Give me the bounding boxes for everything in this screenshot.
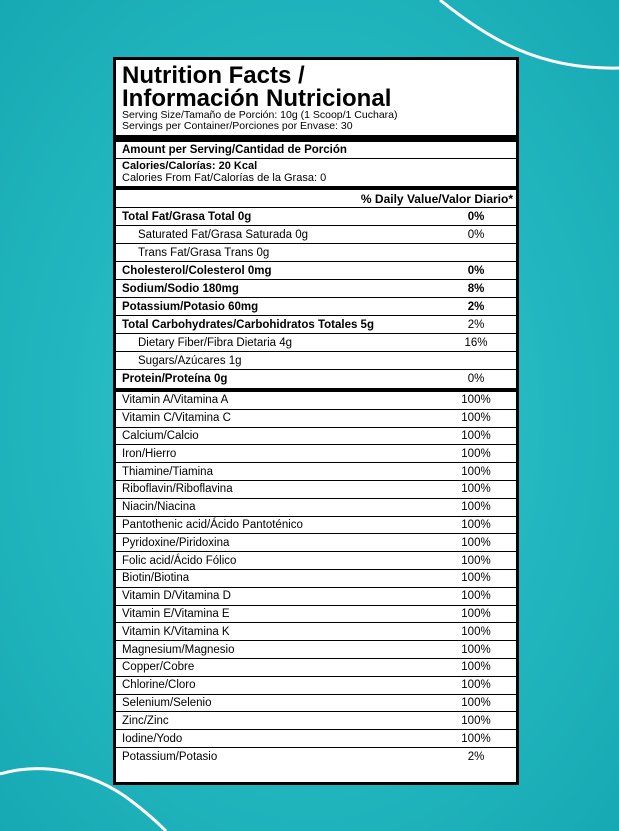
nutrition-facts-label (113, 57, 519, 785)
nutrient-row (116, 352, 516, 370)
vitamin-row (116, 730, 516, 748)
vitamin-name: Iodine/Yodo (122, 732, 183, 745)
vitamin-dv: 100% (461, 696, 491, 709)
nutrient-name: Total Fat/Grasa Total 0g (122, 210, 252, 223)
vitamin-row (116, 499, 516, 517)
nutrient-row (116, 244, 516, 262)
nutrient-name: Potassium/Potasio 60mg (122, 300, 259, 313)
divider-thick (116, 135, 516, 142)
vitamin-row (116, 659, 516, 677)
vitamin-name: Vitamin E/Vitamina E (122, 607, 230, 620)
vitamin-name: Potassium/Potasio (122, 750, 218, 763)
vitamin-name: Vitamin C/Vitamina C (122, 412, 231, 425)
nutrient-dv: 0% (467, 264, 485, 277)
vitamin-name: Iron/Hierro (122, 447, 177, 460)
vitamin-dv: 100% (461, 679, 491, 692)
vitamin-row (116, 588, 516, 606)
nutrient-name: Protein/Proteína 0g (122, 373, 228, 385)
vitamin-name: Calcium/Calcio (122, 429, 199, 442)
vitamin-dv: 100% (461, 412, 491, 425)
nutrient-name: Cholesterol/Colesterol 0mg (122, 264, 272, 277)
vitamin-row (116, 623, 516, 641)
vitamin-name: Thiamine/Tiamina (122, 465, 213, 478)
vitamin-row (116, 748, 516, 766)
vitamin-name: Magnesium/Magnesio (122, 643, 235, 656)
vitamin-row (116, 517, 516, 535)
calories: Calories/Calorías: 20 Kcal (122, 160, 258, 172)
title-line-2: Información Nutricional (122, 85, 392, 112)
nutrient-list (116, 208, 516, 388)
vitamin-row (116, 445, 516, 463)
vitamin-row (116, 570, 516, 588)
nutrient-row (116, 208, 516, 226)
nutrient-dv: 0% (467, 228, 485, 241)
vitamin-dv: 100% (461, 447, 491, 460)
vitamin-name: Copper/Cobre (122, 661, 195, 674)
vitamin-dv: 100% (461, 554, 491, 567)
label-title (116, 60, 516, 110)
vitamin-row (116, 641, 516, 659)
vitamin-name: Pyridoxine/Piridoxina (122, 536, 230, 549)
vitamin-dv: 2% (467, 750, 485, 763)
vitamin-dv: 100% (461, 501, 491, 514)
vitamin-dv: 100% (461, 643, 491, 656)
calories-from-fat: Calories From Fat/Calorías de la Grasa: 0 (122, 172, 327, 184)
vitamin-dv: 100% (461, 394, 491, 407)
vitamin-dv: 100% (461, 465, 491, 478)
vitamin-dv: 100% (461, 518, 491, 531)
vitamin-name: Folic acid/Ácido Fólico (122, 554, 237, 567)
vitamin-name: Vitamin K/Vitamina K (122, 625, 230, 638)
nutrient-dv: 2% (467, 318, 485, 331)
vitamin-name: Selenium/Selenio (122, 696, 212, 709)
nutrient-row (116, 280, 516, 298)
vitamin-row (116, 712, 516, 730)
vitamin-row (116, 552, 516, 570)
vitamin-row (116, 463, 516, 481)
vitamin-dv: 100% (461, 625, 491, 638)
vitamin-dv: 100% (461, 732, 491, 745)
vitamin-name: Riboflavin/Riboflavina (122, 483, 233, 496)
vitamin-dv: 100% (461, 572, 491, 585)
vitamin-row (116, 410, 516, 428)
vitamin-name: Vitamin D/Vitamina D (122, 590, 231, 603)
vitamin-dv: 100% (461, 483, 491, 496)
nutrient-name: Sugars/Azúcares 1g (138, 354, 242, 367)
amount-per-serving: Amount per Serving/Cantidad de Porción (116, 142, 516, 159)
nutrient-row (116, 298, 516, 316)
nutrient-name: Sodium/Sodio 180mg (122, 282, 239, 295)
nutrient-dv: 16% (464, 336, 488, 349)
nutrient-name: Saturated Fat/Grasa Saturada 0g (138, 228, 309, 241)
nutrient-row (116, 370, 516, 388)
vitamin-row (116, 428, 516, 446)
vitamin-dv: 100% (461, 714, 491, 727)
nutrient-name: Total Carbohydrates/Carbohidratos Totales 5g (122, 318, 374, 331)
vitamin-dv: 100% (461, 607, 491, 620)
vitamin-dv: 100% (461, 536, 491, 549)
vitamin-name: Zinc/Zinc (122, 714, 169, 727)
vitamin-name: Vitamin A/Vitamina A (122, 394, 229, 407)
vitamin-dv: 100% (461, 429, 491, 442)
nutrient-dv: 8% (467, 282, 485, 295)
nutrient-row (116, 334, 516, 352)
vitamin-name: Niacin/Niacina (122, 501, 196, 514)
servings-per-container: Servings per Container/Porciones por Envase: 30 (122, 120, 353, 132)
daily-value-header: % Daily Value/Valor Diario* (116, 190, 516, 208)
nutrient-name: Dietary Fiber/Fibra Dietaria 4g (138, 336, 293, 349)
vitamin-row (116, 695, 516, 713)
nutrient-dv: 2% (467, 300, 485, 313)
calories-block (116, 159, 516, 186)
title-line-1: Nutrition Facts / (122, 62, 305, 89)
vitamin-row (116, 534, 516, 552)
serving-info (116, 110, 516, 135)
vitamin-row (116, 677, 516, 695)
nutrient-dv: 0% (467, 210, 485, 223)
nutrient-row (116, 226, 516, 244)
vitamin-row (116, 606, 516, 624)
nutrient-row (116, 262, 516, 280)
nutrient-name: Trans Fat/Grasa Trans 0g (138, 246, 270, 259)
vitamin-name: Pantothenic acid/Ácido Pantoténico (122, 518, 303, 531)
vitamin-list (116, 392, 516, 766)
vitamin-row (116, 481, 516, 499)
vitamin-name: Biotin/Biotina (122, 572, 190, 585)
vitamin-row (116, 392, 516, 410)
nutrient-dv: 0% (467, 373, 485, 385)
vitamin-name: Chlorine/Cloro (122, 679, 196, 692)
nutrient-row (116, 316, 516, 334)
serving-size: Serving Size/Tamaño de Porción: 10g (1 Scoop/1 Cuchara) (122, 109, 398, 121)
vitamin-dv: 100% (461, 590, 491, 603)
vitamin-dv: 100% (461, 661, 491, 674)
